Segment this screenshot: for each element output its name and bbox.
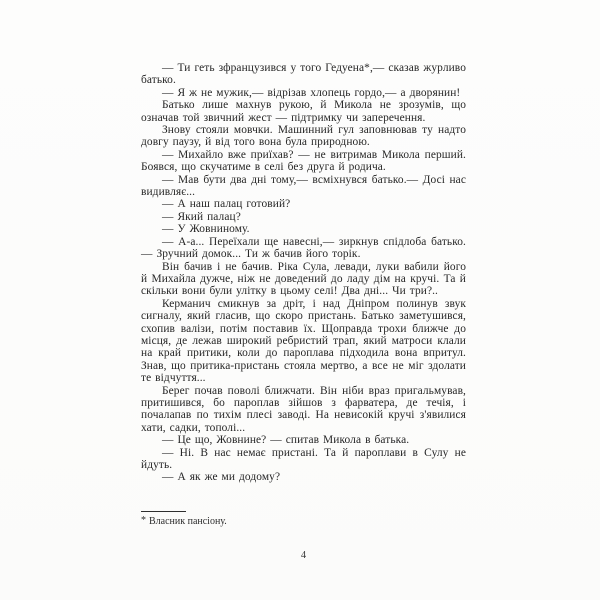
paragraph: — А як же ми додому?: [162, 471, 281, 484]
body-text-block: [141, 62, 466, 484]
footnote-marker: *: [141, 515, 146, 526]
footnote: [141, 511, 466, 528]
paragraph: Знову стояли мовчки. Машинний гул заповнював ту надто довгу паузу, й від того вона була природною.: [141, 124, 466, 149]
footnote-label: Власник пансіону.: [149, 516, 227, 527]
paragraph: — Ні. В нас немає пристані. Та й пароплави в Сулу не йдуть.: [141, 446, 466, 471]
paragraph: Керманич смикнув за дріт, і над Дніпром полинув звук сигналу, який гласив, що скоро пристань. Батько заметушився, схопив валізи, потім поставив їх. Щоправда трохи ближче до місця, де лежав широкий ребристий трап, який матроси клали на край притики, коли до пароплава підходила вона впритул. Знав, що притика-пристань стояла мертво, а все не міг здолати те відчуття...: [141, 297, 466, 385]
paragraph: — Мав бути два дні тому,— всміхнувся батько.— Досі нас видивляє...: [141, 173, 466, 199]
paragraph: Берег почав поволі ближчати. Він ніби враз пригальмував, притишився, бо пароплав зійшов з фарватера, де течія, і почалапав по тихім плесі заводі. На невисокій кручі з'явилися хати, садки, тополі...: [141, 384, 466, 434]
paragraph: Він бачив і не бачив. Ріка Сула, левади, луки вабили його й Михайла дужче, ніж не доведений до ладу дім на кручі. Та й скільки вони були улітку в цьому селі! Два дні... Чи три?..: [141, 260, 466, 298]
paragraph: — Це що, Жовнине? — спитав Микола в батька.: [162, 434, 410, 447]
paragraph: — Михайло вже приїхав? — не витримав Микола перший. Боявся, що скучатиме в селі без друга й родича.: [141, 148, 466, 174]
footnote-text: [141, 515, 466, 528]
paragraph: — Який палац?: [162, 210, 241, 223]
footnote-rule: [141, 511, 186, 512]
paragraph: — Я ж не мужик,— відрізав хлопець гордо,— а дворянин!: [162, 86, 461, 99]
paragraph: Батько лише махнув рукою, й Микола не зрозумів, що означав той звичний жест — підтримку чи заперечення.: [141, 99, 466, 124]
paragraph: — А наш палац готовий?: [162, 198, 291, 211]
paragraph: — У Жовниному.: [162, 223, 250, 236]
page-number: 4: [300, 550, 307, 561]
paragraph: — А-а... Переїхали ще навесні,— зиркнув спідлоба батько.— Зручний домок... Ти ж бачив його торік.: [141, 235, 466, 261]
paragraph: — Ти геть зфранцузився у того Гедуена*,— сказав журливо батько.: [141, 62, 466, 87]
